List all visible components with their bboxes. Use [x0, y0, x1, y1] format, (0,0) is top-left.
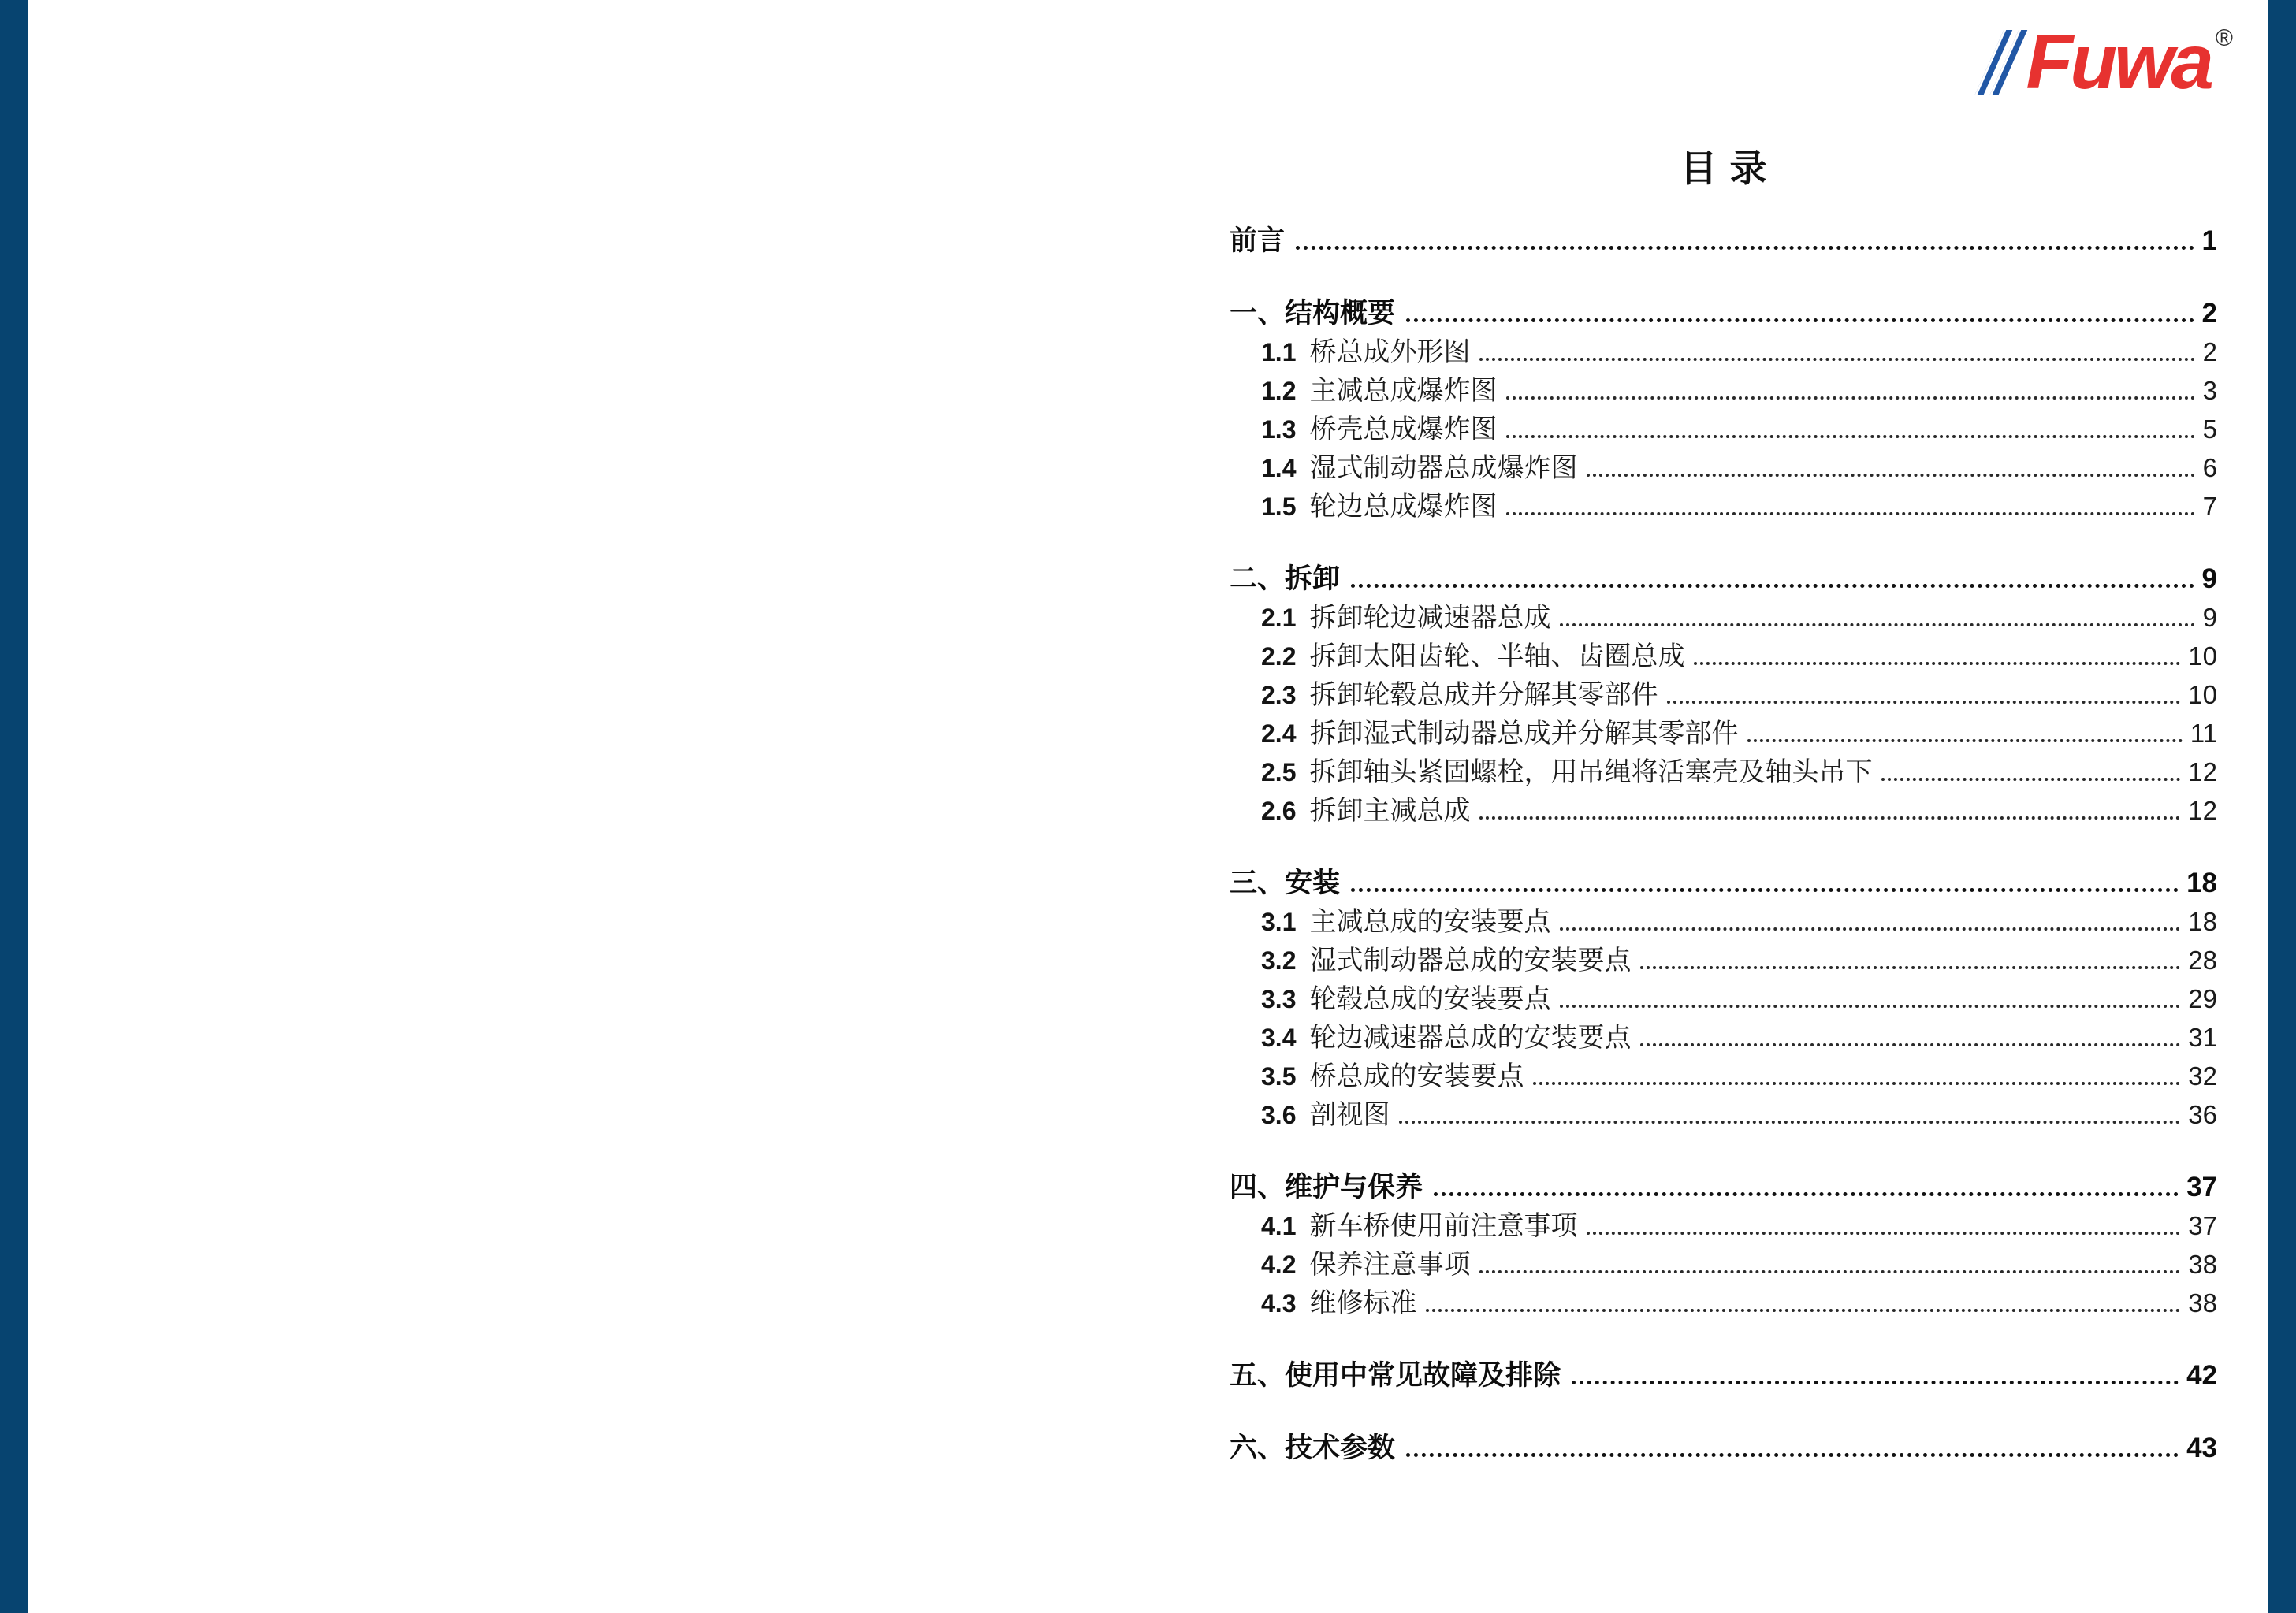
toc-page-number: 37 — [2188, 1211, 2217, 1240]
dot-leader — [1351, 584, 2194, 588]
toc-item-row — [1230, 333, 2217, 371]
toc-item-row — [1230, 1095, 2217, 1134]
dot-leader — [1506, 512, 2194, 515]
dot-leader — [1399, 1121, 2180, 1124]
toc-entry-label: 拆卸轮边减速器总成 — [1309, 604, 1551, 633]
toc-entry-label: 五、使用中常见故障及排除 — [1230, 1360, 1561, 1391]
dot-leader — [1406, 318, 2194, 322]
dot-leader — [1434, 1192, 2179, 1196]
dot-leader — [1479, 1270, 2180, 1273]
toc-page-number: 38 — [2188, 1250, 2217, 1279]
toc-entry-label: 三、安装 — [1230, 868, 1341, 898]
toc-item-row — [1230, 753, 2217, 791]
toc-entry-label: 拆卸湿式制动器总成并分解其零部件 — [1309, 719, 1739, 749]
toc-item-row — [1230, 675, 2217, 714]
registered-trademark-icon: ® — [2215, 25, 2233, 51]
toc-page-number: 38 — [2188, 1288, 2217, 1318]
dot-leader — [1640, 1043, 2180, 1046]
fuwa-logo — [1989, 18, 2233, 105]
toc-item-row — [1230, 1245, 2217, 1284]
toc-page-number: 12 — [2188, 757, 2217, 786]
toc-item-row — [1230, 598, 2217, 637]
toc-page-number: 31 — [2188, 1023, 2217, 1052]
toc-entry-label: 湿式制动器总成的安装要点 — [1309, 946, 1632, 976]
dot-leader — [1640, 966, 2180, 969]
toc-item-row — [1230, 941, 2217, 979]
toc-item-row — [1230, 714, 2217, 753]
toc-entry-label: 轮边减速器总成的安装要点 — [1309, 1024, 1632, 1053]
toc-item-number: 1.4 — [1261, 454, 1297, 482]
toc-item-row — [1230, 902, 2217, 941]
dot-leader — [1506, 435, 2194, 438]
left-edge-bar — [0, 0, 28, 1613]
toc-item-number: 2.4 — [1261, 719, 1297, 748]
toc-entry-label: 拆卸轮毂总成并分解其零部件 — [1309, 681, 1658, 710]
toc-section-row — [1230, 1168, 2217, 1206]
toc-item-row — [1230, 1206, 2217, 1245]
toc-item-number: 2.3 — [1261, 681, 1297, 709]
dot-leader — [1296, 246, 2194, 250]
logo-brand-text: Fuwa — [2026, 18, 2211, 105]
dot-leader — [1351, 888, 2179, 892]
toc-entry-label: 四、维护与保养 — [1230, 1172, 1423, 1202]
toc-item-number: 3.2 — [1261, 946, 1297, 975]
toc-page-number: 6 — [2202, 453, 2217, 482]
toc-item-row — [1230, 637, 2217, 675]
toc-page-number: 29 — [2188, 984, 2217, 1013]
toc-entry-label: 六、技术参数 — [1230, 1433, 1396, 1463]
toc-item-number: 2.1 — [1261, 604, 1297, 632]
toc-page-number: 10 — [2188, 680, 2217, 709]
toc-item-row — [1230, 791, 2217, 830]
dot-leader — [1426, 1309, 2180, 1312]
toc-entry-label: 二、拆卸 — [1230, 563, 1341, 594]
toc-item-number: 2.5 — [1261, 758, 1297, 786]
toc-item-row — [1230, 371, 2217, 410]
toc-entry-label: 新车桥使用前注意事项 — [1309, 1212, 1578, 1241]
toc-page-number: 43 — [2186, 1433, 2217, 1463]
toc-item-row — [1230, 487, 2217, 526]
toc-item-number: 3.5 — [1261, 1062, 1297, 1091]
toc-item-row — [1230, 1057, 2217, 1095]
toc-section-row — [1230, 1429, 2217, 1467]
toc-page-number: 10 — [2188, 641, 2217, 671]
toc-page-number: 18 — [2188, 907, 2217, 936]
toc-item-number: 3.1 — [1261, 908, 1297, 936]
dot-leader — [1694, 662, 2180, 665]
toc-section-row — [1230, 1356, 2217, 1395]
toc-page-number: 9 — [2202, 603, 2217, 632]
toc-page-number: 32 — [2188, 1061, 2217, 1091]
toc-item-number: 1.5 — [1261, 492, 1297, 521]
toc-item-row — [1230, 448, 2217, 487]
toc-page-number: 12 — [2188, 796, 2217, 825]
toc-page-number: 36 — [2188, 1100, 2217, 1129]
toc-entry-label: 一、结构概要 — [1230, 298, 1396, 329]
toc-section-row — [1230, 864, 2217, 902]
dot-leader — [1587, 1232, 2180, 1235]
dot-leader — [1560, 623, 2194, 626]
dot-leader — [1587, 474, 2194, 477]
toc-item-number: 4.1 — [1261, 1212, 1297, 1240]
toc-list — [1230, 221, 2217, 1467]
toc-entry-label: 前言 — [1230, 225, 1286, 256]
toc-entry-label: 桥总成外形图 — [1309, 338, 1471, 367]
toc-entry-label: 主减总成的安装要点 — [1309, 908, 1551, 937]
toc-entry-label: 湿式制动器总成爆炸图 — [1309, 454, 1578, 483]
dot-leader — [1479, 358, 2194, 361]
toc-section-row — [1230, 559, 2217, 598]
toc-page-number: 37 — [2186, 1172, 2217, 1202]
toc-page-number: 9 — [2201, 563, 2217, 594]
toc-entry-label: 拆卸轴头紧固螺栓，用吊绳将活塞壳及轴头吊下 — [1309, 758, 1873, 787]
dot-leader — [1560, 927, 2180, 931]
toc-page-number: 7 — [2202, 492, 2217, 521]
toc-item-number: 4.3 — [1261, 1289, 1297, 1318]
toc-item-number: 1.1 — [1261, 338, 1297, 366]
dot-leader — [1667, 701, 2180, 704]
dot-leader — [1479, 816, 2180, 820]
toc-item-number: 1.3 — [1261, 415, 1297, 444]
toc-entry-label: 保养注意事项 — [1309, 1251, 1471, 1280]
toc-entry-label: 维修标准 — [1309, 1289, 1417, 1318]
dot-leader — [1506, 396, 2194, 400]
toc-item-row — [1230, 1284, 2217, 1322]
toc-item-number: 4.2 — [1261, 1251, 1297, 1279]
toc-page-number: 2 — [2202, 337, 2217, 366]
toc-entry-label: 拆卸太阳齿轮、半轴、齿圈总成 — [1309, 642, 1685, 671]
toc-page-number: 5 — [2202, 414, 2217, 444]
toc-item-number: 2.6 — [1261, 797, 1297, 825]
toc-entry-label: 剖视图 — [1309, 1101, 1390, 1130]
toc-page-number: 2 — [2201, 298, 2217, 329]
right-edge-bar — [2268, 0, 2296, 1613]
dot-leader — [1406, 1453, 2179, 1457]
toc-page-number: 11 — [2190, 719, 2217, 748]
toc-section-row — [1230, 221, 2217, 260]
toc-page-number: 28 — [2188, 946, 2217, 975]
toc-item-number: 1.2 — [1261, 377, 1297, 405]
toc-page-number: 3 — [2202, 376, 2217, 405]
page-title: 目录 — [1680, 149, 1780, 190]
toc-section-row — [1230, 294, 2217, 333]
toc-entry-label: 拆卸主减总成 — [1309, 797, 1471, 826]
toc-entry-label: 轮毂总成的安装要点 — [1309, 985, 1551, 1014]
toc-entry-label: 轮边总成爆炸图 — [1309, 492, 1498, 522]
dot-leader — [1881, 778, 2180, 781]
toc-item-number: 3.4 — [1261, 1024, 1297, 1052]
toc-page-number: 1 — [2201, 225, 2217, 256]
toc-entry-label: 桥壳总成爆炸图 — [1309, 415, 1498, 444]
toc-item-row — [1230, 1018, 2217, 1057]
toc-entry-label: 桥总成的安装要点 — [1309, 1062, 1524, 1091]
toc-page-number: 18 — [2186, 868, 2217, 898]
toc-item-row — [1230, 979, 2217, 1018]
toc-item-number: 2.2 — [1261, 642, 1297, 671]
toc-item-number: 3.3 — [1261, 985, 1297, 1013]
dot-leader — [1747, 739, 2182, 742]
toc-page-number: 42 — [2186, 1360, 2217, 1391]
dot-leader — [1572, 1381, 2179, 1384]
dot-leader — [1560, 1005, 2180, 1008]
toc-item-row — [1230, 410, 2217, 448]
toc-item-number: 3.6 — [1261, 1101, 1297, 1129]
toc-entry-label: 主减总成爆炸图 — [1309, 377, 1498, 406]
dot-leader — [1533, 1082, 2180, 1085]
